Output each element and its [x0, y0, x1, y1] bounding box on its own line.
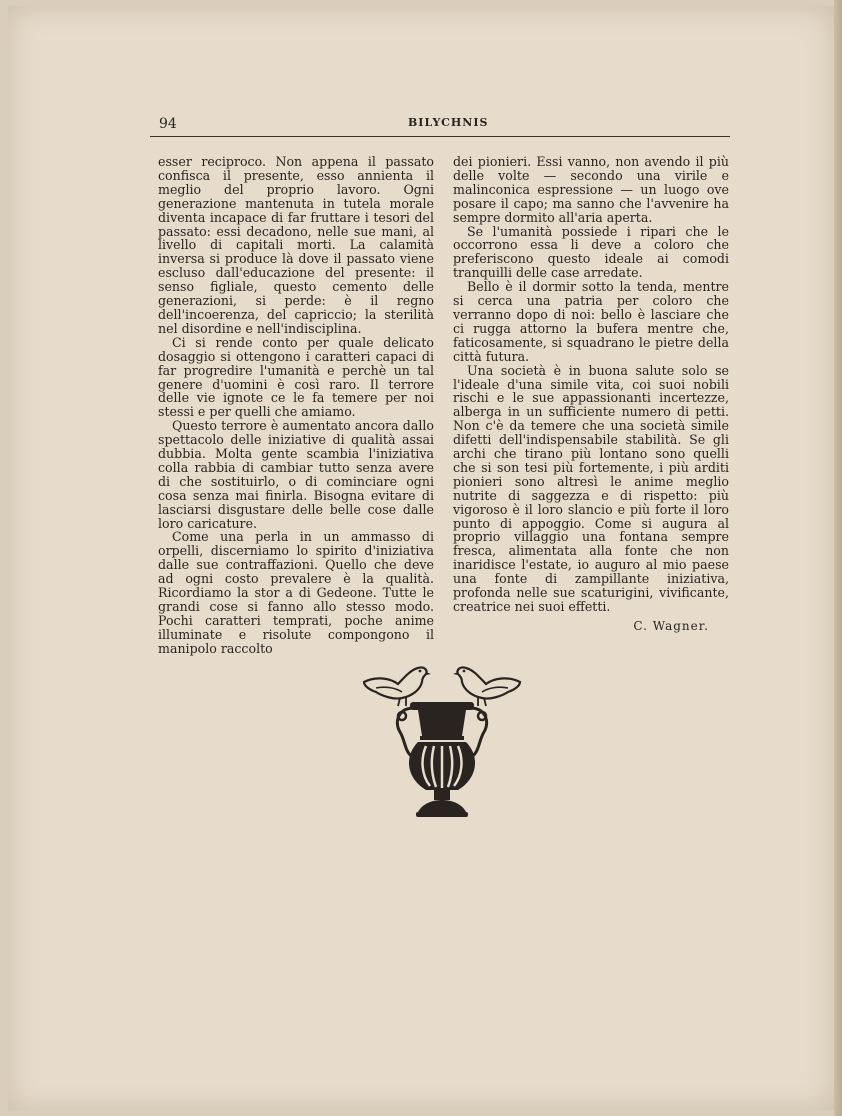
running-title: BILYCHNIS	[408, 116, 489, 129]
paragraph: Una società è in buona salute solo se l'ideale d'una simile vita, coi suoi nobili rischi e le sue appassionanti incertezze, alberga in un sufficiente numero di petti. Non c'è da temere che una società simile difetti dell'indispensabile stabilità. Se gli archi che tirano più lontano sono quelli che si son tesi più fortemente, i più arditi pionieri sono altresì le anime meglio nutrite di saggezza e di rispetto: più vigoroso è il loro slancio e più forte il loro punto di appoggio. Come si augura al proprio villaggio una fontana sempre fresca, alimentata alla fonte che non inaridisce l'estate, io auguro al mio paese una fonte di zampillante iniziativa, profonda nelle sue scaturigini, vivificante, creatrice nei suoi effetti.	[453, 362, 729, 614]
page-number: 94	[159, 116, 177, 132]
paragraph: Questo terrore è aumentato ancora dallo spettacolo delle iniziative di qualità assai dubbia. Molta gente scambia l'iniziativa colla rabbia di cambiar tutto senza avere di che sostituirlo, o di cominciare ogni cosa senza mai finirla. Bisogna evitare di lasciarsi disgustare delle belle cose dalle loro caricature.	[158, 418, 434, 531]
right-column	[453, 155, 729, 634]
page-header	[150, 116, 730, 137]
left-column	[158, 155, 434, 656]
dove-left-icon	[364, 667, 431, 706]
paragraph: Ci si rende conto per quale delicato dosaggio si ottengono i caratteri capaci di far progredire l'umanità e perchè un tal genere d'uomini è così raro. Il terrore delle vie ignote ce le fa temere per noi stessi e per quelli che amiamo.	[158, 334, 434, 420]
author-signature: C. Wagner.	[633, 618, 709, 633]
paragraph: Bello è il dormir sotto la tenda, mentre si cerca una patria per coloro che verranno dopo di noi: bello è lasciare che ci rugga attorno la bufera mentre che, faticosamente, si squadrano le pietre della città futura.	[453, 279, 729, 364]
paragraph: dei pionieri. Essi vanno, non avendo il più delle volte — secondo una virile e malinconica espressione — un luogo ove posare il capo; ma sanno che l'avvenire ha sempre dormito all'aria aperta.	[453, 154, 729, 225]
vase-with-doves-icon	[358, 656, 526, 822]
page-edge	[834, 0, 842, 1116]
dove-right-icon	[453, 667, 520, 706]
paragraph: Come una perla in un ammasso di orpelli, discerniamo lo spirito d'iniziativa dalle sue contraffazioni. Quello che deve ad ogni costo prevalere è la qualità. Ricordiamo la stor a di Gedeone. Tutte le grandi cose si fanno allo stesso modo. Pochi caratteri temprati, poche anime illuminate e risolute compongono il manipolo raccolto	[158, 529, 434, 656]
paragraph: Se l'umanità possiede i ripari che le occorrono essa li deve a coloro che preferiscono questo ideale ai comodi tranquilli delle case arredate.	[453, 223, 729, 281]
paragraph: esser reciproco. Non appena il passato confisca il presente, esso annienta il meglio del proprio lavoro. Ogni generazione mantenuta in tutela morale diventa incapace di far fruttare i tesori del passato: essi decadono, nelle sue mani, al livello di capitali morti. La calamità inversa si produce là dove il passato viene escluso dall'educazione del presente: il senso figliale, questo cemento delle generazioni, si perde: è il regno dell'incoerenza, del capriccio; la sterilità nel disordine e nell'indisciplina.	[158, 154, 434, 336]
